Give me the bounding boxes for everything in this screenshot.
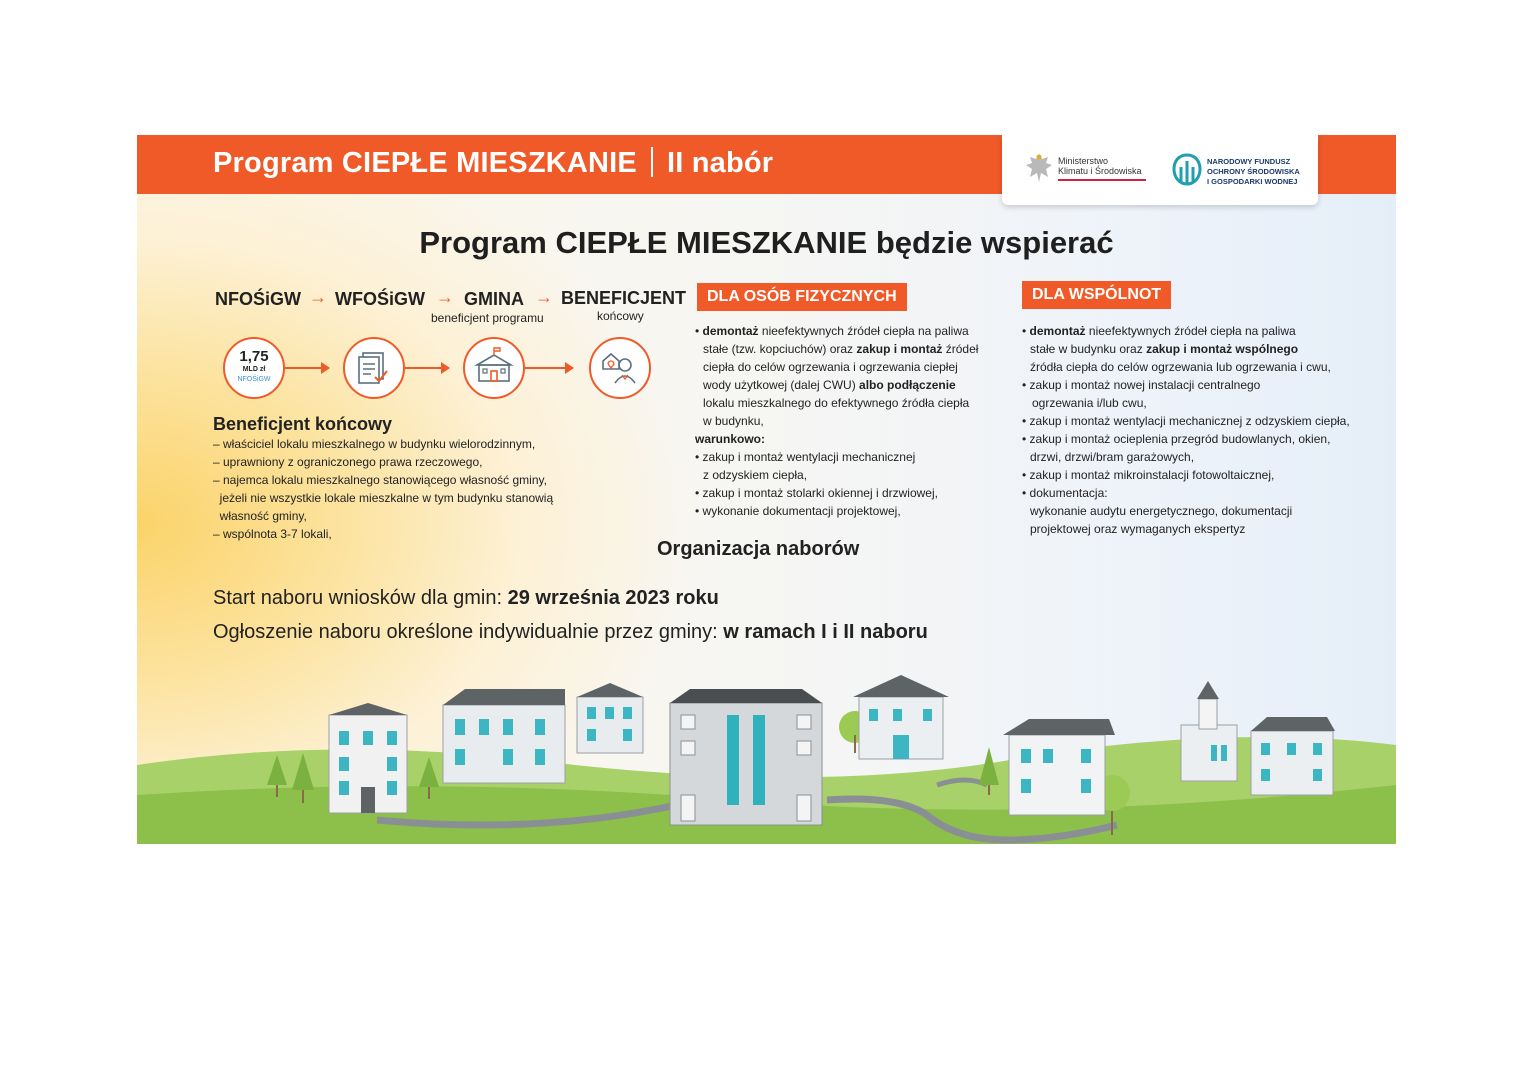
osoby-warunkowo: warunkowo: [695,432,766,446]
apartment-block-central [670,689,822,825]
beneficiary-circle [589,337,651,399]
wspolnoty-line: • zakup i montaż wentylacji mechanicznej z odzyskiem ciepła, [1022,414,1350,428]
flow-arrow-icon: → [309,287,327,307]
wspolnoty-line: ogrzewania i/lub cwu, [1032,396,1147,410]
osoby-line: stałe (tzw. kopciuchów) oraz zakup i montaż źródeł [703,342,979,356]
municipal-building-icon [465,339,523,397]
beneficjent-item: własność gminy, [213,509,307,523]
tag-wspolnoty: DLA WSPÓLNOT [1022,281,1171,309]
wspolnoty-line: • zakup i montaż mikroinstalacji fotowoltaicznej, [1022,468,1275,482]
flow-step-beneficjent-sub: końcowy [597,309,644,323]
document-circle [343,337,405,399]
tag-osoby-fizyczne: DLA OSÓB FIZYCZNYCH [697,283,907,311]
flow-arrow-icon: → [535,287,553,307]
church-building [1181,681,1237,781]
house-building-1 [329,703,407,813]
wspolnoty-list [1022,322,1350,538]
wspolnoty-line: • zakup i montaż nowej instalacji centralnego [1022,378,1261,392]
flow-step-beneficjent: BENEFICJENT [561,288,687,308]
house-building-3 [577,683,643,753]
beneficjent-item: – wspólnota 3-7 lokali, [213,527,332,541]
ministry-underline [1058,179,1146,181]
wspolnoty-line: źródła ciepła do celów ogrzewania lub ogrzewania i cwu, [1030,360,1331,374]
fund-name-line3: I GOSPODARKI WODNEJ [1207,177,1298,186]
osoby-line: z odzyskiem ciepła, [703,468,808,482]
flow-arrow-icon [405,367,449,369]
osoby-line: ciepła do celów ogrzewania i ogrzewania ciepłej [703,360,958,374]
fund-name-line2: OCHRONY ŚRODOWISKA [1207,167,1300,176]
flow-step-wfosigw: WFOŚiGW [335,289,425,309]
header-title-right: II nabór [666,147,774,179]
document-icon [345,339,403,397]
osoby-line: wody użytkowej (dalej CWU) albo podłączenie [703,378,956,392]
eagle-emblem-icon [1024,151,1054,185]
flow-step-gmina: GMINA [464,289,524,309]
header-title [213,147,773,180]
osoby-line: • demontaż nieefektywnych źródeł ciepła na paliwa [695,324,969,338]
house-building-4 [853,675,949,759]
flow-arrow-icon [525,367,573,369]
town-landscape-illustration [137,675,1396,844]
person-home-icon [591,339,649,397]
flow-arrow-icon: → [436,287,454,307]
beneficjent-item: jeżeli nie wszystkie lokale mieszkalne w tym budynku stanowią [213,491,554,505]
fund-name-line1: NARODOWY FUNDUSZ [1207,157,1291,166]
header-title-left: Program CIEPŁE MIESZKANIE [213,147,637,179]
start-naboru: Start naboru wniosków dla gmin: 29 września 2023 roku [213,587,719,609]
house-building-5 [1003,719,1115,815]
flow-step-gmina-sub: beneficjent programu [431,311,544,325]
osoby-line: w budynku, [703,414,764,428]
osoby-fizyczne-list [695,322,978,520]
logos-panel [1002,135,1318,205]
ministry-name-line2: Klimatu i Środowiska [1058,166,1142,176]
beneficjent-list [213,435,553,543]
wspolnoty-line: stałe w budynku oraz zakup i montaż wspólnego [1030,342,1299,356]
amount-unit: MLD zł [242,366,266,373]
organizacja-heading: Organizacja naborów [657,538,860,560]
flow-step-nfosigw: NFOŚiGW [215,289,301,309]
house-building-6 [1251,717,1335,795]
beneficjent-item: – najemca lokalu mieszkalnego stanowiącego własność gminy, [213,473,547,487]
ogloszenie-naboru: Ogłoszenie naboru określone indywidualnie przez gminy: w ramach I i II naboru [213,621,928,643]
house-building-2 [443,689,565,783]
osoby-line: • zakup i montaż wentylacji mechanicznej [695,450,916,464]
beneficjent-item: – uprawniony z ograniczonego prawa rzeczowego, [213,455,483,469]
wspolnoty-line: • zakup i montaż ocieplenia przegród budowlanych, okien, [1022,432,1331,446]
amount-source: NFOŚiGW [237,376,271,383]
wspolnoty-line: • dokumentacja: [1022,486,1108,500]
amount-circle [223,337,285,399]
beneficjent-item: – właściciel lokalu mieszkalnego w budynku wielorodzinnym, [213,437,536,451]
osoby-line: • wykonanie dokumentacji projektowej, [695,504,901,518]
ministry-name-line1: Ministerstwo [1058,156,1109,166]
osoby-line: lokalu mieszkalnego do efektywnego źródła ciepła [703,396,970,410]
osoby-line: • zakup i montaż stolarki okiennej i drzwiowej, [695,486,938,500]
flow-arrow-icon [285,367,329,369]
nfosigw-logo-icon [1172,153,1202,187]
program-banner [137,135,1396,844]
wspolnoty-line: projektowej oraz wymaganych ekspertyz [1030,522,1246,536]
main-title: Program CIEPŁE MIESZKANIE będzie wspierać [419,225,1114,260]
header-separator [651,147,653,177]
wspolnoty-line: drzwi, drzwi/bram garażowych, [1030,450,1195,464]
amount-value: 1,75 [239,348,269,365]
beneficjent-heading: Beneficjent końcowy [213,414,393,434]
wspolnoty-line: wykonanie audytu energetycznego, dokumentacji [1030,504,1293,518]
wspolnoty-line: • demontaż nieefektywnych źródeł ciepła na paliwa [1022,324,1296,338]
school-circle [463,337,525,399]
